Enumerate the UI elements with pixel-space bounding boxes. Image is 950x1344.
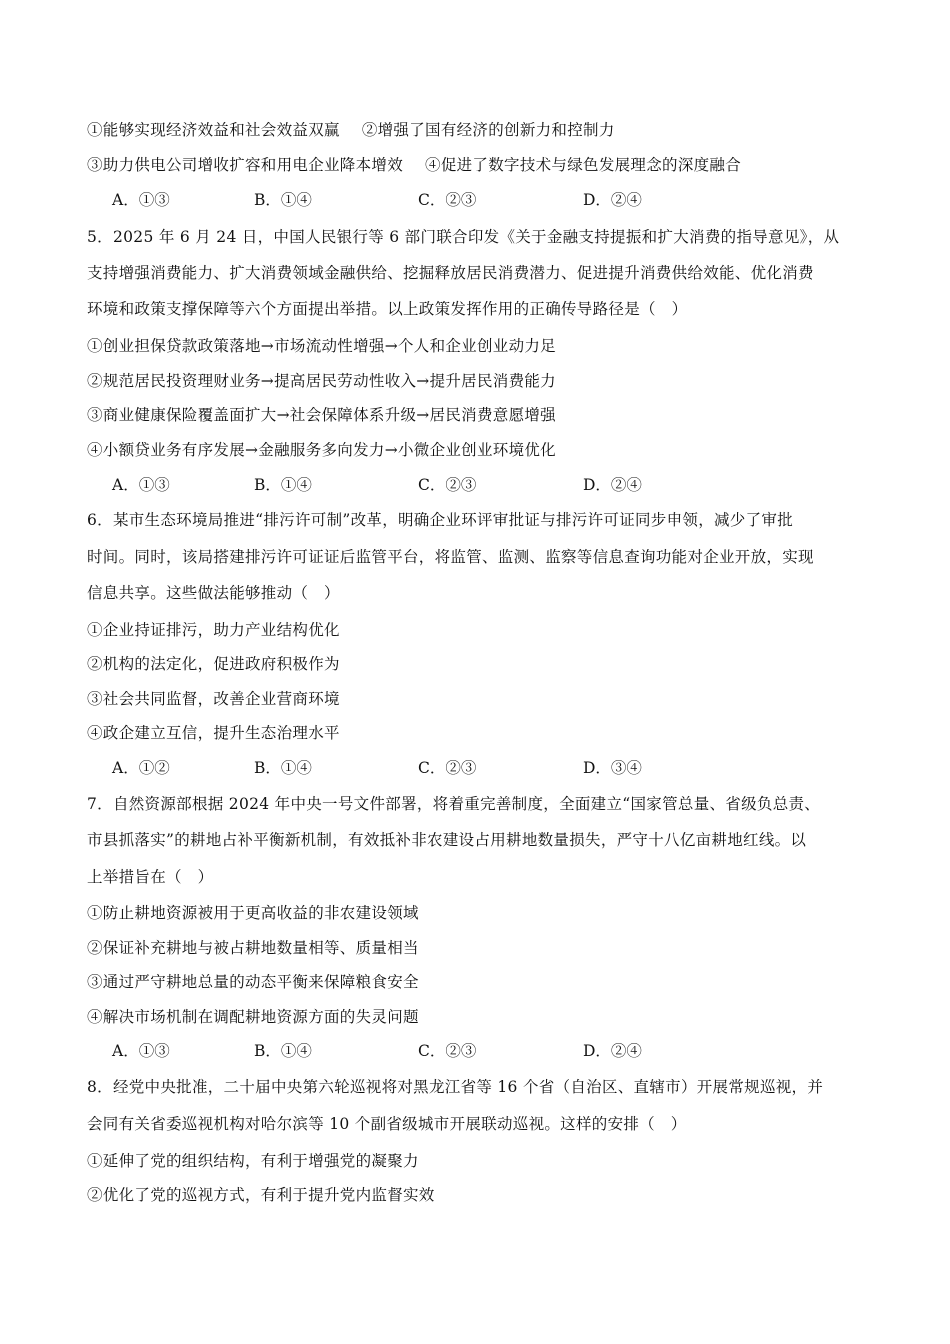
q7-stem-2: 市县抓落实”的耕地占补平衡新机制，有效抵补非农建设占用耕地数量损失，严守十八亿亩耕地红线。以: [87, 831, 807, 849]
q4-statement-1: ①能够实现经济效益和社会效益双赢: [87, 121, 340, 139]
q4-option-b[interactable]: B．①④: [254, 191, 312, 209]
q5-item-2: ②规范居民投资理财业务→提高居民劳动性收入→提升居民消费能力: [87, 372, 556, 390]
q6-option-d[interactable]: D．③④: [583, 759, 642, 777]
q5-item-1: ①创业担保贷款政策落地→市场流动性增强→个人和企业创业动力足: [87, 337, 556, 355]
q6-option-b[interactable]: B．①④: [254, 759, 312, 777]
q5-stem-1: 5．2025 年 6 月 24 日，中国人民银行等 6 部门联合印发《关于金融支持提振和扩大消费的指导意见》，从: [87, 228, 840, 246]
q6-item-4: ④政企建立互信，提升生态治理水平: [87, 724, 340, 742]
q4-statement-4: ④促进了数字技术与绿色发展理念的深度融合: [425, 156, 742, 174]
q4-statement-3: ③助力供电公司增收扩容和用电企业降本增效: [87, 156, 404, 174]
q6-item-2: ②机构的法定化，促进政府积极作为: [87, 655, 340, 673]
q6-item-3: ③社会共同监督，改善企业营商环境: [87, 690, 340, 708]
q8-item-2: ②优化了党的巡视方式，有利于提升党内监督实效: [87, 1186, 435, 1204]
q5-options: [0, 475, 950, 495]
q6-item-1: ①企业持证排污，助力产业结构优化: [87, 621, 340, 639]
q7-option-b[interactable]: B．①④: [254, 1042, 312, 1060]
q8-stem-1: 8．经党中央批准，二十届中央第六轮巡视将对黑龙江省等 16 个省（自治区、直辖市）开展常规巡视，并: [87, 1078, 824, 1096]
q5-stem-2: 支持增强消费能力、扩大消费领域金融供给、挖掘释放居民消费潜力、促进提升消费供给效能、优化消费: [87, 264, 814, 282]
q7-option-c[interactable]: C．②③: [418, 1042, 477, 1060]
q6-stem-1: 6．某市生态环境局推进“排污许可制”改革，明确企业环评审批证与排污许可证同步申领，减少了审批: [87, 511, 794, 529]
q6-options: [0, 758, 950, 778]
q7-item-3: ③通过严守耕地总量的动态平衡来保障粮食安全: [87, 973, 419, 991]
q7-option-a[interactable]: A．①③: [112, 1042, 170, 1060]
q4-statement-2: ②增强了国有经济的创新力和控制力: [361, 121, 615, 139]
q7-item-1: ①防止耕地资源被用于更高收益的非农建设领域: [87, 904, 419, 922]
q5-option-c[interactable]: C．②③: [418, 476, 477, 494]
q7-stem-1: 7．自然资源部根据 2024 年中央一号文件部署，将着重完善制度，全面建立“国家管总量、省级负总责、: [87, 795, 821, 813]
q4-options: [0, 190, 950, 210]
q4-statement-row-2: [87, 155, 863, 175]
q5-option-d[interactable]: D．②④: [583, 476, 642, 494]
q7-option-d[interactable]: D．②④: [583, 1042, 642, 1060]
q5-item-3: ③商业健康保险覆盖面扩大→社会保障体系升级→居民消费意愿增强: [87, 406, 556, 424]
q5-option-b[interactable]: B．①④: [254, 476, 312, 494]
q4-option-a[interactable]: A．①③: [112, 191, 170, 209]
q6-option-a[interactable]: A．①②: [112, 759, 170, 777]
q4-statement-row-1: [87, 120, 863, 140]
q7-item-2: ②保证补充耕地与被占耕地数量相等、质量相当: [87, 939, 419, 957]
q4-option-d[interactable]: D．②④: [583, 191, 642, 209]
q5-item-4: ④小额贷业务有序发展→金融服务多向发力→小微企业创业环境优化: [87, 441, 556, 459]
q6-option-c[interactable]: C．②③: [418, 759, 477, 777]
q7-item-4: ④解决市场机制在调配耕地资源方面的失灵问题: [87, 1008, 419, 1026]
q6-stem-2: 时间。同时，该局搭建排污许可证证后监管平台，将监管、监测、监察等信息查询功能对企业开放，实现: [87, 548, 814, 566]
q5-stem-3: 环境和政策支撑保障等六个方面提出举措。以上政策发挥作用的正确传导路径是（ ）: [87, 300, 688, 318]
q7-stem-3: 上举措旨在（ ）: [87, 868, 214, 886]
q5-option-a[interactable]: A．①③: [112, 476, 170, 494]
q7-options: [0, 1041, 950, 1061]
q4-option-c[interactable]: C．②③: [418, 191, 477, 209]
q8-stem-2: 会同有关省委巡视机构对哈尔滨等 10 个副省级城市开展联动巡视。这样的安排（ ）: [87, 1115, 687, 1133]
q6-stem-3: 信息共享。这些做法能够推动（ ）: [87, 584, 340, 602]
q8-item-1: ①延伸了党的组织结构，有利于增强党的凝聚力: [87, 1152, 419, 1170]
